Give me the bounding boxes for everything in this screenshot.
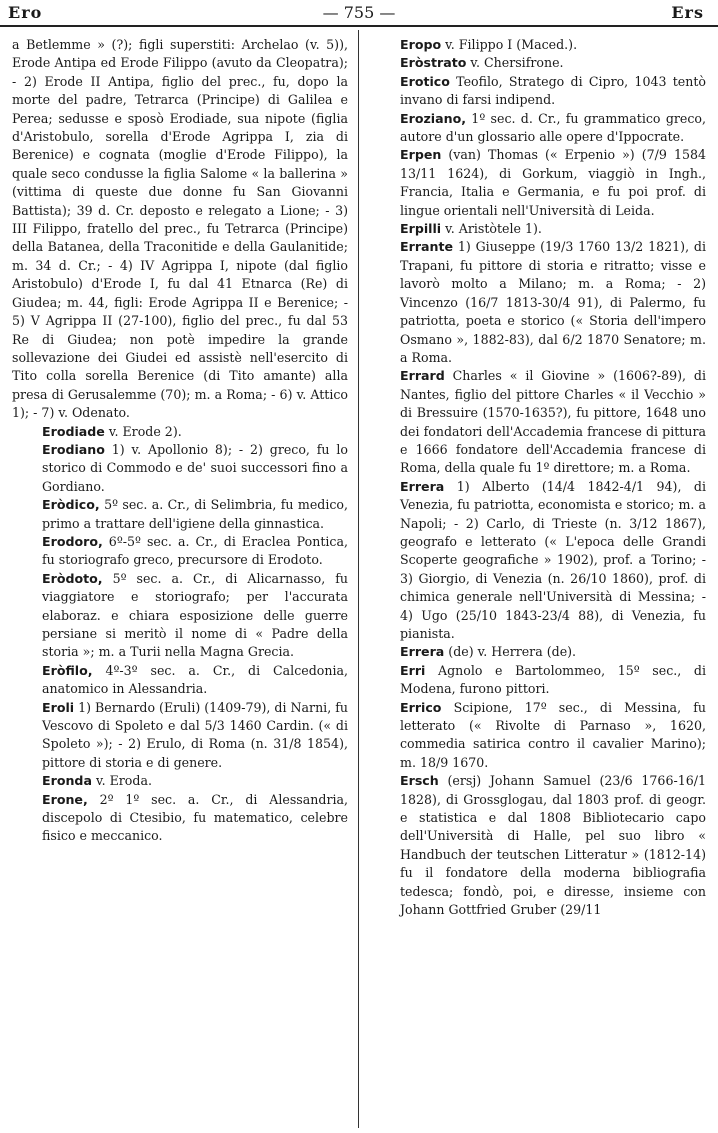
dictionary-entry-erodico: [12, 496, 348, 533]
entry-headword: Erri: [400, 662, 426, 678]
header-right-guideword: Ers: [671, 3, 704, 22]
entry-text: 1) v. Apollonio 8); - 2) greco, fu lo storico di Commodo e de' suoi successori fino a Gordiano.: [42, 441, 348, 494]
entry-headword: Errard: [400, 368, 445, 384]
dictionary-entry-erone: [12, 791, 348, 846]
left-column: [12, 36, 348, 1126]
entry-text: 6º-5º sec. a. Cr., di Eraclea Pontica, fu storiografo greco, precursore di Erodoto.: [42, 533, 348, 568]
entry-text: v. Eroda.: [91, 773, 152, 789]
entry-headword: Erpilli: [400, 221, 442, 237]
running-header: [0, 0, 718, 26]
entry-headword: Erodiano: [42, 441, 105, 457]
dictionary-entry-erpen: [370, 146, 706, 220]
entry-headword: Eròstrato: [400, 55, 467, 71]
entry-headword: Erone,: [42, 791, 88, 807]
dictionary-entry-eropo: [370, 36, 706, 54]
dictionary-entry-erodoto: [12, 570, 348, 662]
entry-text: 1) Bernardo (Eruli) (1409-79), di Narni, fu Vescovo di Spoleto e dal 5/3 1460 Cardin. (« di Spoleto »); - 2) Erulo, di Roma (n. 31/8 1854), pittore di storia e di genere.: [42, 699, 348, 770]
page-number: — 755 —: [322, 3, 396, 22]
entry-text: v. Filippo I (Maced.).: [441, 37, 578, 52]
entry-text: (de) v. Herrera (de).: [444, 644, 577, 660]
entry-text: 4º-3º sec. a. Cr., di Calcedonia, anatomico in Alessandria.: [42, 662, 348, 697]
entry-headword: Erotico: [400, 73, 450, 89]
entry-text: Teofilo, Stratego di Cipro, 1043 tentò invano di farsi indipend.: [400, 73, 706, 108]
entry-text: 2º 1º sec. a. Cr., di Alessandria, discepolo di Ctesibio, fu matematico, celebre fisico e meccanico.: [42, 791, 348, 844]
entry-text: Charles « il Giovine » (1606?-89), di Nantes, figlio del pittore Charles « il Vecchio » di Bressuire (1570-1635?), fu pittore, 1648 uno dei fondatori dell'Accademia francese di pittura e 1666 fondatore dell'Accademia francese di Roma, della quale fu 1º direttore; m. a Roma.: [400, 368, 706, 476]
entry-text: 1) Giuseppe (19/3 1760 13/2 1821), di Trapani, fu pittore di storia e ritratto; visse e lavorò molto a Milano; m. a Roma; - 2) Vincenzo (16/7 1813-30/4 91), di Palermo, fu patriotta, poeta e storico (« Storia dell'impero Osmano », 1882-83), dal 6/2 1870 Senatore; m. a Roma.: [400, 239, 706, 365]
dictionary-entry-errico: [370, 699, 706, 773]
entry-headword: Eròdico,: [42, 497, 100, 513]
header-left-guideword: Ero: [8, 3, 43, 22]
dictionary-entry-errard: [370, 367, 706, 477]
dictionary-entry-erode_cont: [12, 36, 348, 423]
entry-text: Scipione, 17º sec., di Messina, fu letterato (« Rivolte di Parnaso », 1620, commedia satirica contro il cavalier Marino); m. 18/9 1670.: [400, 699, 706, 770]
entry-text: 1) Alberto (14/4 1842-4/1 94), di Venezia, fu patriotta, economista e storico; m. a Napoli; - 2) Carlo, di Trieste (n. 3/12 1867), geografo e letterato (« L'epoca delle Grandi Scoperte geografiche » 1902), prof. a Torino; - 3) Giorgio, di Venezia (n. 26/10 1860), prof. di chimica generale nell'Università di Messina; - 4) Ugo (25/10 1843-23/4 88), di Venezia, fu pianista.: [400, 478, 706, 641]
entry-headword: Eropo: [400, 37, 442, 52]
entry-headword: Errante: [400, 239, 454, 255]
entry-headword: Eroziano,: [400, 110, 467, 126]
right-column: [370, 36, 706, 1126]
dictionary-entry-erofilo: [12, 662, 348, 699]
entry-text: v. Erode 2).: [104, 423, 182, 439]
entry-headword: Eronda: [42, 773, 92, 789]
entry-text: 5º sec. a. Cr., di Alicarnasso, fu viaggiatore e storiografo; per l'accurata elaboraz. e chiara esposizione delle guerre persiane si meritò il nome di « Padre della storia »; m. a Turii nella Magna Grecia.: [42, 570, 348, 660]
dictionary-entry-errera: [370, 478, 706, 644]
header-rule: [0, 25, 718, 27]
dictionary-entry-eroziano: [370, 110, 706, 147]
dictionary-entry-errante: [370, 238, 706, 367]
entry-headword: Errera: [400, 478, 445, 494]
entry-text: v. Aristòtele 1).: [441, 221, 542, 237]
entry-text: (ersj) Johann Samuel (23/6 1766-16/1 1828), di Grossglogau, dal 1803 prof. di geogr. e statistica e dal 1808 Bibliotecario capo dell'Università di Halle, pel suo libro « Handbuch der teutschen Litteratur » (1812-14) fu il fondatore della moderna bibliografia tedesca; fondò, poi, e diresse, insieme con Johann Gottfried Gruber (29/11: [400, 773, 706, 918]
dictionary-entry-erpilli: [370, 220, 706, 238]
dictionary-entry-errera_de: [370, 643, 706, 661]
dictionary-entry-erostrato: [370, 54, 706, 72]
entry-text: Agnolo e Bartolommeo, 15º sec., di Modena, furono pittori.: [400, 662, 706, 697]
dictionary-entry-erodoro: [12, 533, 348, 570]
entry-text: 5º sec. a. Cr., di Selimbria, fu medico, primo a trattare dell'igiene della ginnastica.: [42, 497, 348, 531]
dictionary-entry-eroli: [12, 699, 348, 773]
dictionary-entry-erodiade: [12, 423, 348, 441]
entry-headword: Eroli: [42, 699, 75, 715]
entry-text: v. Chersifrone.: [466, 55, 564, 71]
entry-text: a Betlemme » (?); figli superstiti: Archelao (v. 5)), Erode Antipa ed Erode Filippo (avuto da Cleopatra); - 2) Erode II Antipa, figlio del prec., fu, dopo la morte del padre, Tetrarca (Principe) di Galilea e Perea; sedusse e sposò Erodiade, sua nipote (figlia d'Aristobulo, sorella d'Erode Agrippa I, zia di Berenice) e cognata (moglie d'Erode Filippo), la quale seco condusse la figlia Salome « la ballerina » (vittima di queste due donne fu San Giovanni Battista); 39 d. Cr. deposto e relegato a Lione; - 3) III Filippo, fratello del prec., fu Tetrarca (Principe) della Batanea, della Traconitide e della Gaulanitide; m. 34 d. Cr.; - 4) IV Agrippa I, nipote (dal figlio Aristobulo) d'Erode I, fu dal 41 Etnarca (Re) di Giudea; m. 44, figli: Erode Agrippa II e Berenice; - 5) V Agrippa II (27-100), figlio del prec., fu dal 53 Re di Giudea; non potè impedire la grande sollevazione dei Giudei ed assistè nell'esercito di Tito colla sorella Berenice (di Tito amante) alla presa di Gerusalemme (70); m. a Roma; - 6) v. Attico 1); - 7) v. Odenato.: [12, 37, 348, 421]
entry-headword: Erpen: [400, 147, 442, 163]
dictionary-entry-erri: [370, 662, 706, 699]
entry-headword: Errera: [400, 644, 445, 660]
dictionary-entry-ersch: [370, 772, 706, 919]
dictionary-entry-erotico: [370, 73, 706, 110]
column-divider: [358, 30, 359, 1128]
entry-headword: Erodiade: [42, 423, 105, 439]
dictionary-entry-eronda: [12, 772, 348, 790]
entry-text: (van) Thomas (« Erpenio ») (7/9 1584 13/11 1624), di Gorkum, viaggiò in Ingh., Francia, Italia e Germania, e fu poi prof. di lingue orientali nell'Università di Leida.: [400, 147, 706, 218]
entry-headword: Errico: [400, 699, 442, 715]
entry-headword: Ersch: [400, 773, 439, 789]
dictionary-entry-erodiano: [12, 441, 348, 496]
entry-text: 1º sec. d. Cr., fu grammatico greco, autore d'un glossario alle opere d'Ippocrate.: [400, 110, 706, 145]
entry-headword: Erodoro,: [42, 533, 103, 549]
entry-headword: Eròdoto,: [42, 570, 103, 586]
entry-headword: Eròfilo,: [42, 662, 93, 678]
